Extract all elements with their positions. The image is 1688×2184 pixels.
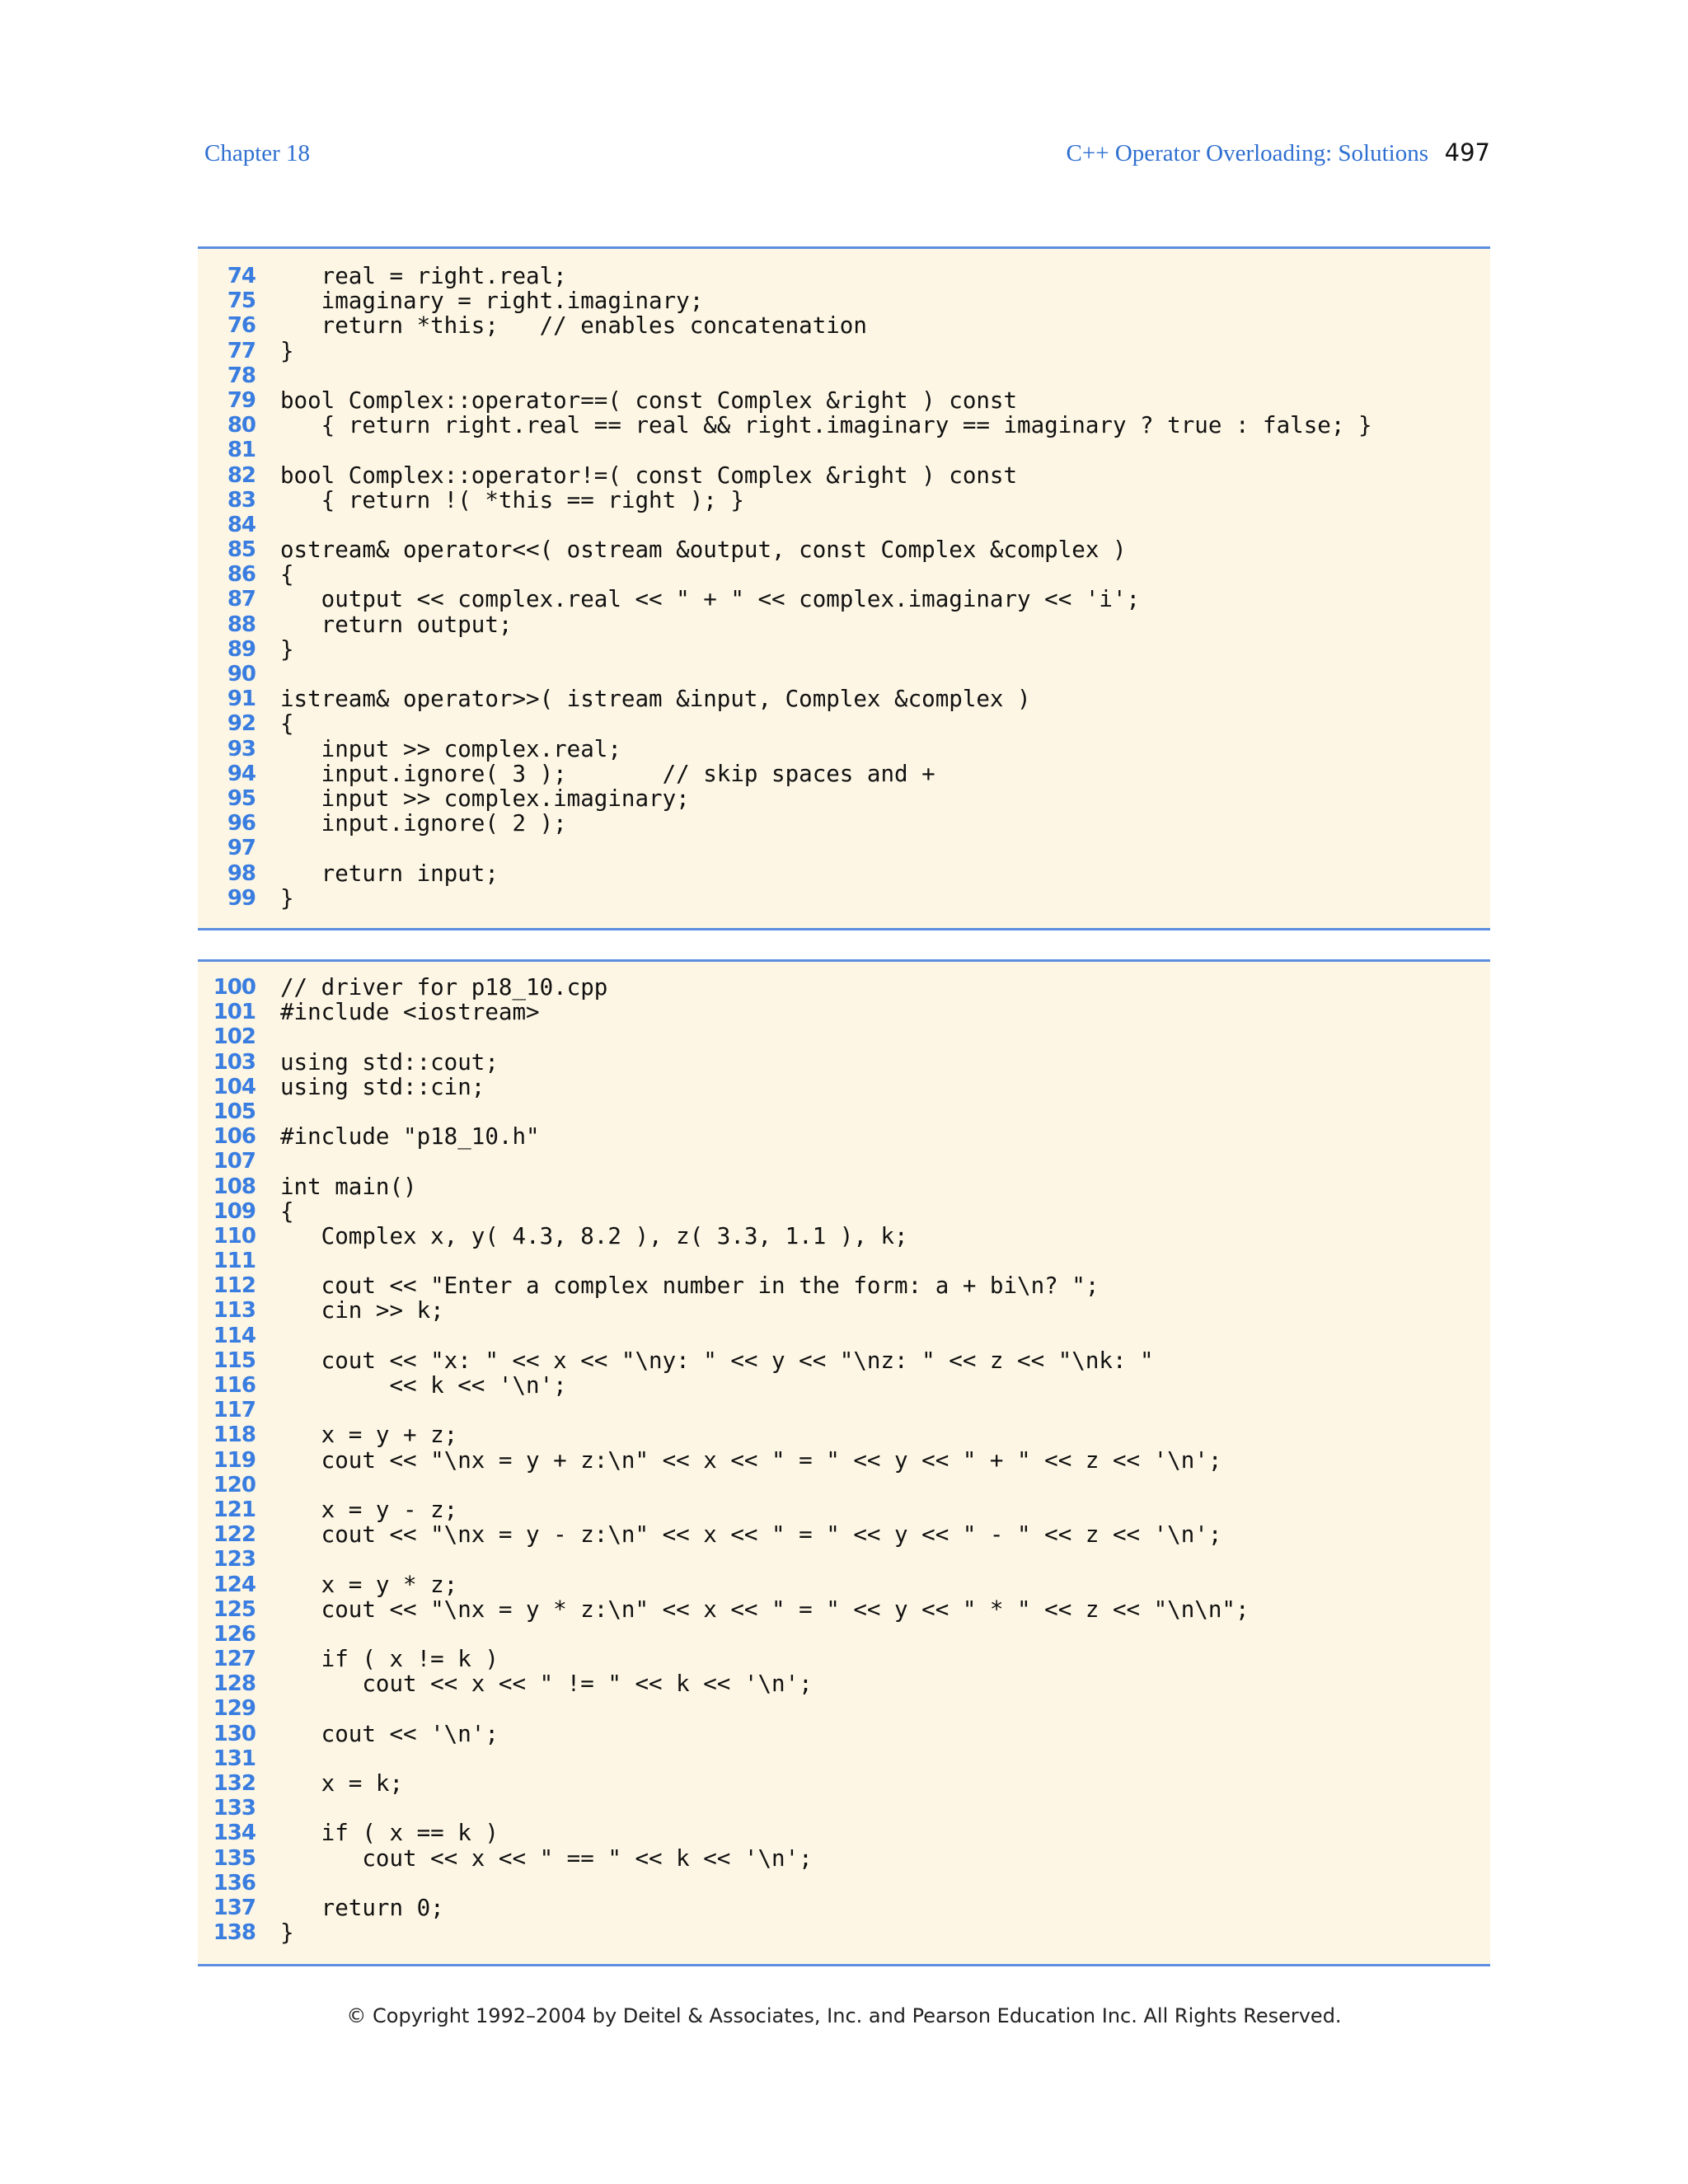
code-line: [198, 1249, 1490, 1273]
chapter-label: Chapter 18: [204, 140, 311, 166]
page-header: [204, 140, 1490, 178]
code-text: return input;: [280, 860, 499, 887]
line-number: 96: [227, 811, 256, 837]
code-text: }: [280, 337, 294, 364]
line-number: 80: [227, 413, 256, 438]
line-number: 115: [213, 1347, 256, 1373]
code-line: [198, 562, 1490, 587]
code-text: int main(): [280, 1173, 417, 1200]
code-line: [198, 861, 1490, 886]
code-text: return 0;: [280, 1894, 444, 1921]
code-text: return *this; // enables concatenation: [280, 312, 867, 340]
code-line: [198, 1920, 1490, 1945]
code-line: [198, 513, 1490, 537]
line-number: 138: [213, 1920, 256, 1946]
line-number: 110: [213, 1223, 256, 1249]
line-number: 95: [227, 785, 256, 811]
line-number: 103: [213, 1049, 256, 1075]
line-number: 123: [213, 1547, 256, 1572]
code-line: [198, 1224, 1490, 1249]
line-number: 92: [227, 711, 256, 737]
code-text: Complex x, y( 4.3, 8.2 ), z( 3.3, 1.1 ), k;: [280, 1222, 908, 1249]
code-text: if ( x == k ): [280, 1820, 499, 1847]
code-text: }: [280, 635, 294, 663]
code-text: #include "p18_10.h": [280, 1123, 540, 1151]
code-text: }: [280, 1919, 294, 1947]
code-line: [198, 1522, 1490, 1547]
page-number: 497: [1444, 138, 1490, 166]
code-text: x = y - z;: [280, 1496, 458, 1523]
code-line: [198, 975, 1490, 1000]
code-text: bool Complex::operator!=( const Complex &right ) const: [280, 462, 1018, 489]
code-line: [198, 1398, 1490, 1422]
code-line: [198, 438, 1490, 462]
code-text: cout << "\nx = y * z:\n" << x << " = " << y << " * " << z << "\n\n";: [280, 1596, 1250, 1623]
code-line: [198, 1348, 1490, 1373]
code-line: [198, 1696, 1490, 1721]
code-text: {: [280, 561, 294, 588]
line-number: 75: [227, 288, 256, 314]
line-number: 118: [213, 1422, 256, 1448]
code-line: [198, 886, 1490, 911]
line-number: 107: [213, 1149, 256, 1174]
code-line: [198, 1746, 1490, 1771]
line-number: 91: [227, 687, 256, 712]
code-line: [198, 1622, 1490, 1647]
code-text: cout << "\nx = y + z:\n" << x << " = " << y << " + " << z << '\n';: [280, 1446, 1222, 1474]
line-number: 131: [213, 1746, 256, 1771]
code-line: [198, 1174, 1490, 1199]
line-number: 78: [227, 363, 256, 388]
code-line: [198, 737, 1490, 762]
code-line: [198, 1124, 1490, 1149]
code-line: [198, 288, 1490, 313]
line-number: 124: [213, 1572, 256, 1597]
line-number: 121: [213, 1497, 256, 1522]
line-number: 88: [227, 612, 256, 637]
code-line: [198, 1273, 1490, 1298]
line-number: 81: [227, 438, 256, 463]
line-number: 100: [213, 975, 256, 1000]
code-line: [198, 786, 1490, 811]
code-line: [198, 1024, 1490, 1049]
line-number: 105: [213, 1099, 256, 1124]
code-line: [198, 537, 1490, 562]
code-line: [198, 687, 1490, 711]
code-text: cout << "\nx = y - z:\n" << x << " = " << y << " - " << z << '\n';: [280, 1521, 1222, 1549]
code-line: [198, 363, 1490, 388]
line-number: 132: [213, 1771, 256, 1796]
line-number: 79: [227, 387, 256, 413]
code-text: cout << "x: " << x << "\ny: " << y << "\nz: " << z << "\nk: ": [280, 1347, 1154, 1374]
line-number: 90: [227, 662, 256, 687]
code-text: using std::cin;: [280, 1073, 485, 1100]
copyright-footer: © Copyright 1992–2004 by Deitel & Associates, Inc. and Pearson Education Inc. All Rights Reserved.: [346, 2004, 1342, 2027]
code-line: [198, 1846, 1490, 1871]
code-line: [198, 488, 1490, 513]
line-number: 119: [213, 1447, 256, 1473]
line-number: 97: [227, 836, 256, 861]
code-line: [198, 1871, 1490, 1896]
line-number: 128: [213, 1671, 256, 1697]
line-number: 83: [227, 487, 256, 513]
code-text: x = y * z;: [280, 1571, 458, 1598]
code-text: x = k;: [280, 1770, 404, 1797]
code-text: return output;: [280, 611, 513, 638]
line-number: 102: [213, 1024, 256, 1050]
code-line: [198, 388, 1490, 413]
code-text: using std::cout;: [280, 1048, 499, 1076]
line-number: 114: [213, 1323, 256, 1348]
code-line: [198, 1821, 1490, 1845]
code-text: imaginary = right.imaginary;: [280, 288, 704, 315]
code-line: [198, 662, 1490, 687]
line-number: 108: [213, 1174, 256, 1199]
line-number: 120: [213, 1472, 256, 1497]
section-title: C++ Operator Overloading: Solutions: [1066, 140, 1428, 166]
code-line: [198, 587, 1490, 612]
code-text: { return right.real == real && right.imaginary == imaginary ? true : false; }: [280, 412, 1372, 439]
code-text: { return !( *this == right ); }: [280, 486, 744, 513]
code-text: cout << "Enter a complex number in the form: a + bi\n? ";: [280, 1272, 1100, 1300]
code-line: [198, 1671, 1490, 1696]
line-number: 104: [213, 1074, 256, 1099]
code-line: [198, 1473, 1490, 1497]
code-line: [198, 1373, 1490, 1398]
code-line: [198, 612, 1490, 637]
code-text: {: [280, 710, 294, 738]
code-text: cin >> k;: [280, 1297, 444, 1324]
code-line: [198, 1547, 1490, 1572]
line-number: 106: [213, 1124, 256, 1150]
code-text: {: [280, 1197, 294, 1225]
line-number: 113: [213, 1298, 256, 1324]
code-line: [198, 463, 1490, 488]
line-number: 117: [213, 1398, 256, 1423]
line-number: 109: [213, 1198, 256, 1224]
code-listing-1: [198, 246, 1490, 930]
code-text: cout << x << " == " << k << '\n';: [280, 1844, 813, 1872]
line-number: 77: [227, 338, 256, 363]
line-number: 133: [213, 1796, 256, 1821]
code-text: if ( x != k ): [280, 1646, 499, 1673]
code-line: [198, 1796, 1490, 1821]
code-text: input >> complex.imaginary;: [280, 785, 690, 812]
line-number: 87: [227, 587, 256, 612]
line-number: 125: [213, 1596, 256, 1622]
line-number: 99: [227, 885, 256, 911]
code-line: [198, 1448, 1490, 1473]
line-number: 93: [227, 736, 256, 762]
code-text: real = right.real;: [280, 263, 567, 289]
code-line: [198, 637, 1490, 662]
code-line: [198, 1298, 1490, 1323]
code-line: [198, 313, 1490, 338]
line-number: 129: [213, 1696, 256, 1722]
code-line: [198, 1149, 1490, 1174]
code-text: << k << '\n';: [280, 1372, 567, 1399]
code-text: input >> complex.real;: [280, 735, 621, 762]
line-number: 74: [227, 264, 256, 288]
code-text: cout << '\n';: [280, 1720, 499, 1747]
code-text: ostream& operator<<( ostream &output, const Complex &complex ): [280, 537, 1127, 564]
code-line: [198, 413, 1490, 438]
code-line: [198, 1099, 1490, 1124]
code-line: [198, 1896, 1490, 1920]
code-listing-2: [198, 959, 1490, 1966]
code-line: [198, 811, 1490, 836]
line-number: 127: [213, 1647, 256, 1672]
line-number: 111: [213, 1249, 256, 1274]
line-number: 135: [213, 1845, 256, 1871]
code-line: [198, 1497, 1490, 1522]
code-line: [198, 339, 1490, 363]
code-text: input.ignore( 2 );: [280, 810, 567, 837]
code-line: [198, 836, 1490, 860]
code-text: cout << x << " != " << k << '\n';: [280, 1671, 813, 1698]
line-number: 84: [227, 512, 256, 537]
line-number: 76: [227, 313, 256, 339]
line-number: 101: [213, 1000, 256, 1025]
line-number: 130: [213, 1721, 256, 1746]
code-line: [198, 1722, 1490, 1746]
code-text: #include <iostream>: [280, 999, 540, 1026]
line-number: 89: [227, 636, 256, 662]
line-number: 85: [227, 537, 256, 563]
line-number: 112: [213, 1273, 256, 1299]
code-line: [198, 1422, 1490, 1447]
code-line: [198, 762, 1490, 786]
line-number: 126: [213, 1621, 256, 1647]
code-text: // driver for p18_10.cpp: [280, 974, 608, 1001]
code-line: [198, 264, 1490, 288]
code-text: }: [280, 884, 294, 912]
code-line: [198, 1199, 1490, 1224]
line-number: 137: [213, 1895, 256, 1920]
code-line: [198, 1000, 1490, 1024]
line-number: 86: [227, 562, 256, 588]
code-line: [198, 1324, 1490, 1348]
line-number: 82: [227, 462, 256, 488]
code-line: [198, 711, 1490, 736]
code-line: [198, 1771, 1490, 1796]
line-number: 98: [227, 860, 256, 886]
code-text: x = y + z;: [280, 1422, 458, 1449]
code-line: [198, 1075, 1490, 1099]
code-text: bool Complex::operator==( const Complex &right ) const: [280, 387, 1018, 414]
code-line: [198, 1647, 1490, 1671]
code-line: [198, 1572, 1490, 1597]
line-number: 136: [213, 1870, 256, 1896]
code-text: input.ignore( 3 ); // skip spaces and +: [280, 760, 935, 787]
code-text: istream& operator>>( istream &input, Complex &complex ): [280, 686, 1031, 713]
line-number: 116: [213, 1373, 256, 1398]
code-line: [198, 1050, 1490, 1075]
code-text: output << complex.real << " + " << complex.imaginary << 'i';: [280, 586, 1141, 613]
line-number: 122: [213, 1522, 256, 1548]
line-number: 94: [227, 761, 256, 786]
line-number: 134: [213, 1821, 256, 1846]
code-line: [198, 1597, 1490, 1622]
